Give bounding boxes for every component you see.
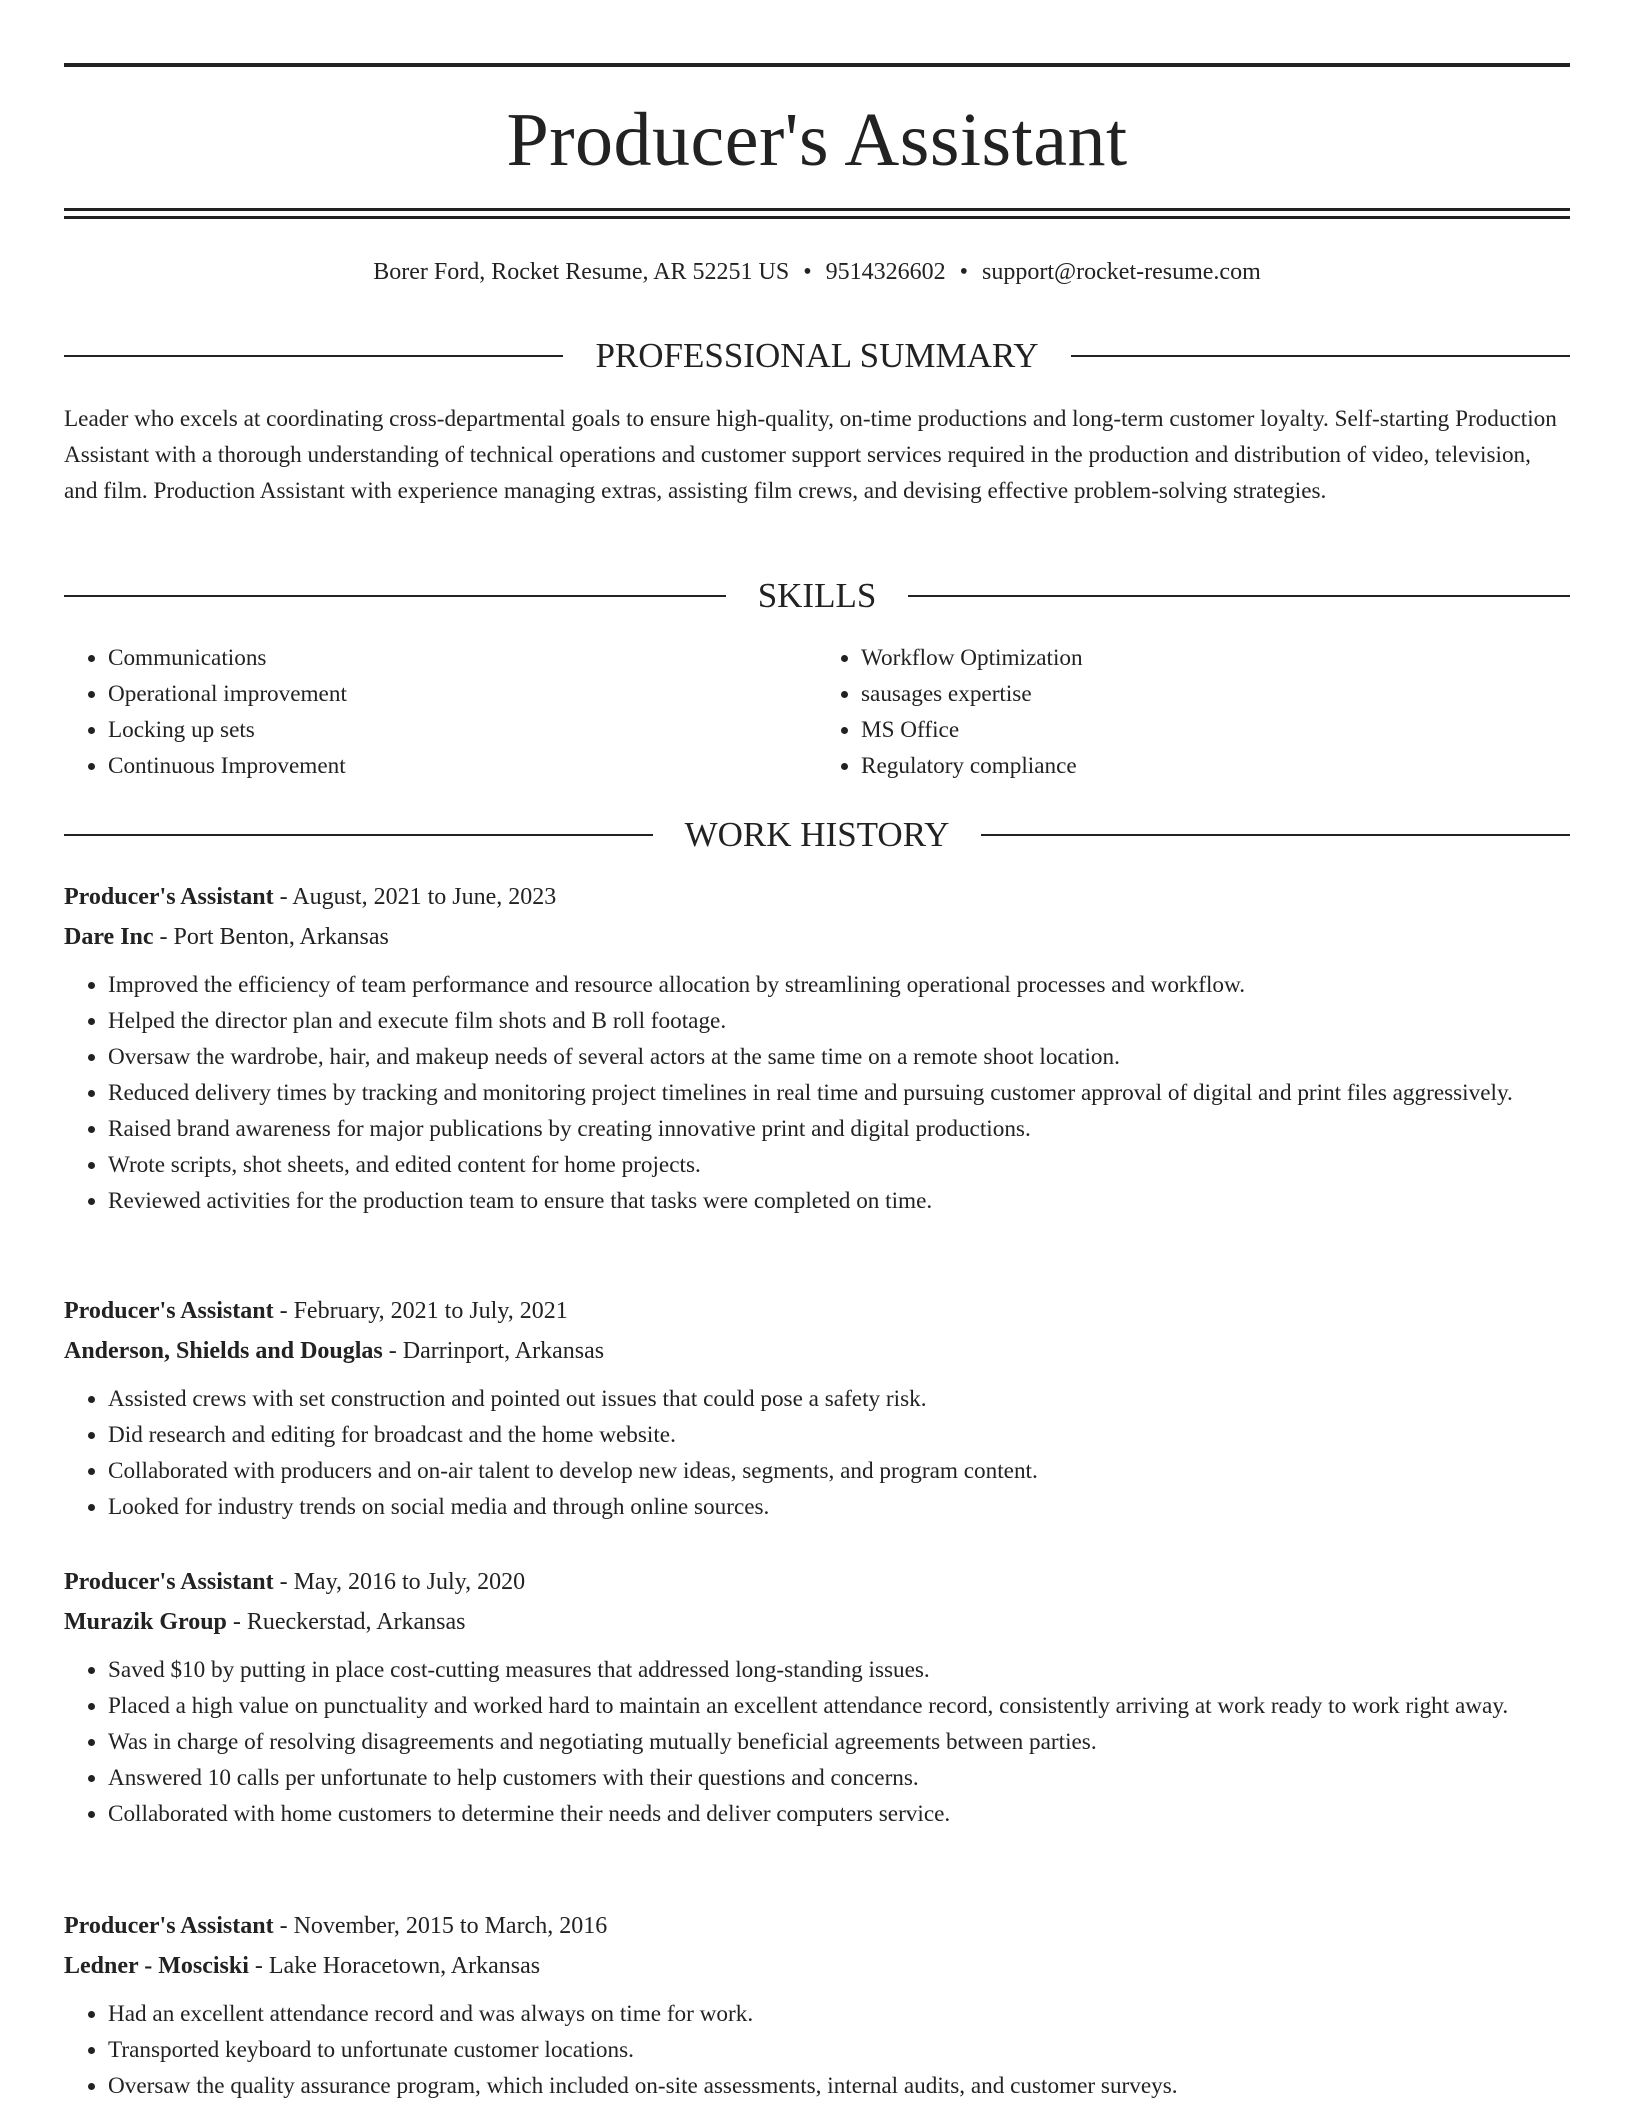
- heading-rule-left: [64, 595, 726, 597]
- skills-column-left: [64, 640, 817, 784]
- job-company: Dare Inc: [64, 924, 154, 950]
- job-bullet: • Answered 10 calls per unfortunate to help customers with their questions and concerns.: [108, 1760, 1570, 1796]
- job-bullets: [64, 1652, 1570, 1832]
- job-company: Ledner - Mosciski: [64, 1953, 249, 1979]
- heading-rule-left: [64, 355, 563, 357]
- job-dates: - November, 2015 to March, 2016: [273, 1913, 608, 1939]
- heading-rule-right: [981, 834, 1570, 836]
- skill-item: • Regulatory compliance: [861, 748, 1570, 784]
- job-bullet: • Collaborated with producers and on-air talent to develop new ideas, segments, and program content.: [108, 1453, 1570, 1489]
- job-bullet: • Reduced delivery times by tracking and monitoring project timelines in real time and pursuing customer approval of digital and print files aggressively.: [108, 1075, 1570, 1111]
- job-company: Anderson, Shields and Douglas: [64, 1338, 383, 1364]
- job-dates: - May, 2016 to July, 2020: [273, 1569, 526, 1595]
- heading-rule-left: [64, 834, 653, 836]
- job-bullets: [64, 1996, 1570, 2104]
- job-bullets: [64, 1381, 1570, 1525]
- skills-heading-text: SKILLS: [757, 576, 877, 615]
- job-bullet: • Improved the efficiency of team performance and resource allocation by streamlining operational processes and workflow.: [108, 967, 1570, 1003]
- job-title: Producer's Assistant: [64, 1298, 274, 1324]
- job-bullet: • Did research and editing for broadcast and the home website.: [108, 1417, 1570, 1453]
- job-bullet: • Transported keyboard to unfortunate customer locations.: [108, 2032, 1570, 2068]
- job-bullet: • Looked for industry trends on social media and through online sources.: [108, 1489, 1570, 1525]
- work-history-heading-text: WORK HISTORY: [684, 815, 950, 854]
- skills-column-right: [817, 640, 1570, 784]
- job-company-line: [64, 919, 1570, 955]
- skill-item: • Locking up sets: [108, 712, 817, 748]
- title-double-rule-top: [64, 208, 1570, 211]
- summary-section-heading: [64, 336, 1570, 376]
- job-bullet: • Raised brand awareness for major publications by creating innovative print and digital productions.: [108, 1111, 1570, 1147]
- skill-item: • Continuous Improvement: [108, 748, 817, 784]
- job-location: - Rueckerstad, Arkansas: [226, 1609, 466, 1635]
- contact-address: Borer Ford, Rocket Resume, AR 52251 US: [373, 259, 790, 285]
- top-rule: [64, 63, 1570, 67]
- job-bullet: • Assisted crews with set construction and pointed out issues that could pose a safety risk.: [108, 1381, 1570, 1417]
- contact-phone: 9514326602: [825, 259, 946, 285]
- job-company-line: [64, 1333, 1570, 1369]
- job-bullet: • Had an excellent attendance record and was always on time for work.: [108, 1996, 1570, 2032]
- heading-rule-right: [908, 595, 1570, 597]
- job-bullet: • Oversaw the quality assurance program, which included on-site assessments, internal audits, and customer surveys.: [108, 2068, 1570, 2104]
- job-entry: [64, 1564, 1570, 1832]
- job-title: Producer's Assistant: [64, 1569, 274, 1595]
- job-entry: [64, 1293, 1570, 1525]
- summary-heading-text: PROFESSIONAL SUMMARY: [595, 336, 1039, 375]
- job-bullets: [64, 967, 1570, 1219]
- job-bullet: • Placed a high value on punctuality and worked hard to maintain an excellent attendance record, consistently arriving at work ready to work right away.: [108, 1688, 1570, 1724]
- contact-email: support@rocket-resume.com: [982, 259, 1261, 285]
- job-company-line: [64, 1948, 1570, 1984]
- job-bullet: • Was in charge of resolving disagreements and negotiating mutually beneficial agreements between parties.: [108, 1724, 1570, 1760]
- contact-line: [64, 256, 1570, 288]
- work-history-section-heading: [64, 815, 1570, 855]
- contact-separator: •: [959, 259, 969, 285]
- skill-item: • Workflow Optimization: [861, 640, 1570, 676]
- job-bullet: • Wrote scripts, shot sheets, and edited content for home projects.: [108, 1147, 1570, 1183]
- job-entry: [64, 1908, 1570, 2104]
- skill-item: • MS Office: [861, 712, 1570, 748]
- job-dates: - February, 2021 to July, 2021: [273, 1298, 568, 1324]
- job-title: Producer's Assistant: [64, 884, 274, 910]
- skill-item: • sausages expertise: [861, 676, 1570, 712]
- job-dates: - August, 2021 to June, 2023: [273, 884, 557, 910]
- contact-separator: •: [803, 259, 812, 285]
- job-location: - Lake Horacetown, Arkansas: [248, 1953, 541, 1979]
- job-bullet: • Reviewed activities for the production team to ensure that tasks were completed on time.: [108, 1183, 1570, 1219]
- job-title-line: [64, 1293, 1570, 1329]
- job-location: - Port Benton, Arkansas: [153, 924, 389, 950]
- job-bullet: • Collaborated with home customers to determine their needs and deliver computers service.: [108, 1796, 1570, 1832]
- job-bullet: • Helped the director plan and execute film shots and B roll footage.: [108, 1003, 1570, 1039]
- heading-rule-right: [1071, 355, 1570, 357]
- job-title-line: [64, 879, 1570, 915]
- skill-item: • Operational improvement: [108, 676, 817, 712]
- professional-summary-text: Leader who excels at coordinating cross-departmental goals to ensure high-quality, on-time productions and long-term customer loyalty. Self-starting Production Assistant with a thorough understanding of technical operations and customer support services required in the production and distribution of video, television, and film. Production Assistant with experience managing extras, assisting film crews, and devising effective problem-solving strategies.: [64, 406, 1557, 504]
- job-entry: [64, 879, 1570, 1219]
- skill-item: • Communications: [108, 640, 817, 676]
- skills-list: [64, 640, 1570, 784]
- skills-section-heading: [64, 576, 1570, 616]
- job-bullet: • Saved $10 by putting in place cost-cutting measures that addressed long-standing issues.: [108, 1652, 1570, 1688]
- job-company-line: [64, 1604, 1570, 1640]
- job-location: - Darrinport, Arkansas: [382, 1338, 605, 1364]
- job-company: Murazik Group: [64, 1609, 227, 1635]
- job-title-line: [64, 1908, 1570, 1944]
- job-title: Producer's Assistant: [64, 1913, 274, 1939]
- job-bullet: • Oversaw the wardrobe, hair, and makeup needs of several actors at the same time on a remote shoot location.: [108, 1039, 1570, 1075]
- title-double-rule-bottom: [64, 216, 1570, 219]
- job-title-line: [64, 1564, 1570, 1600]
- page-title: Producer's Assistant: [506, 98, 1128, 182]
